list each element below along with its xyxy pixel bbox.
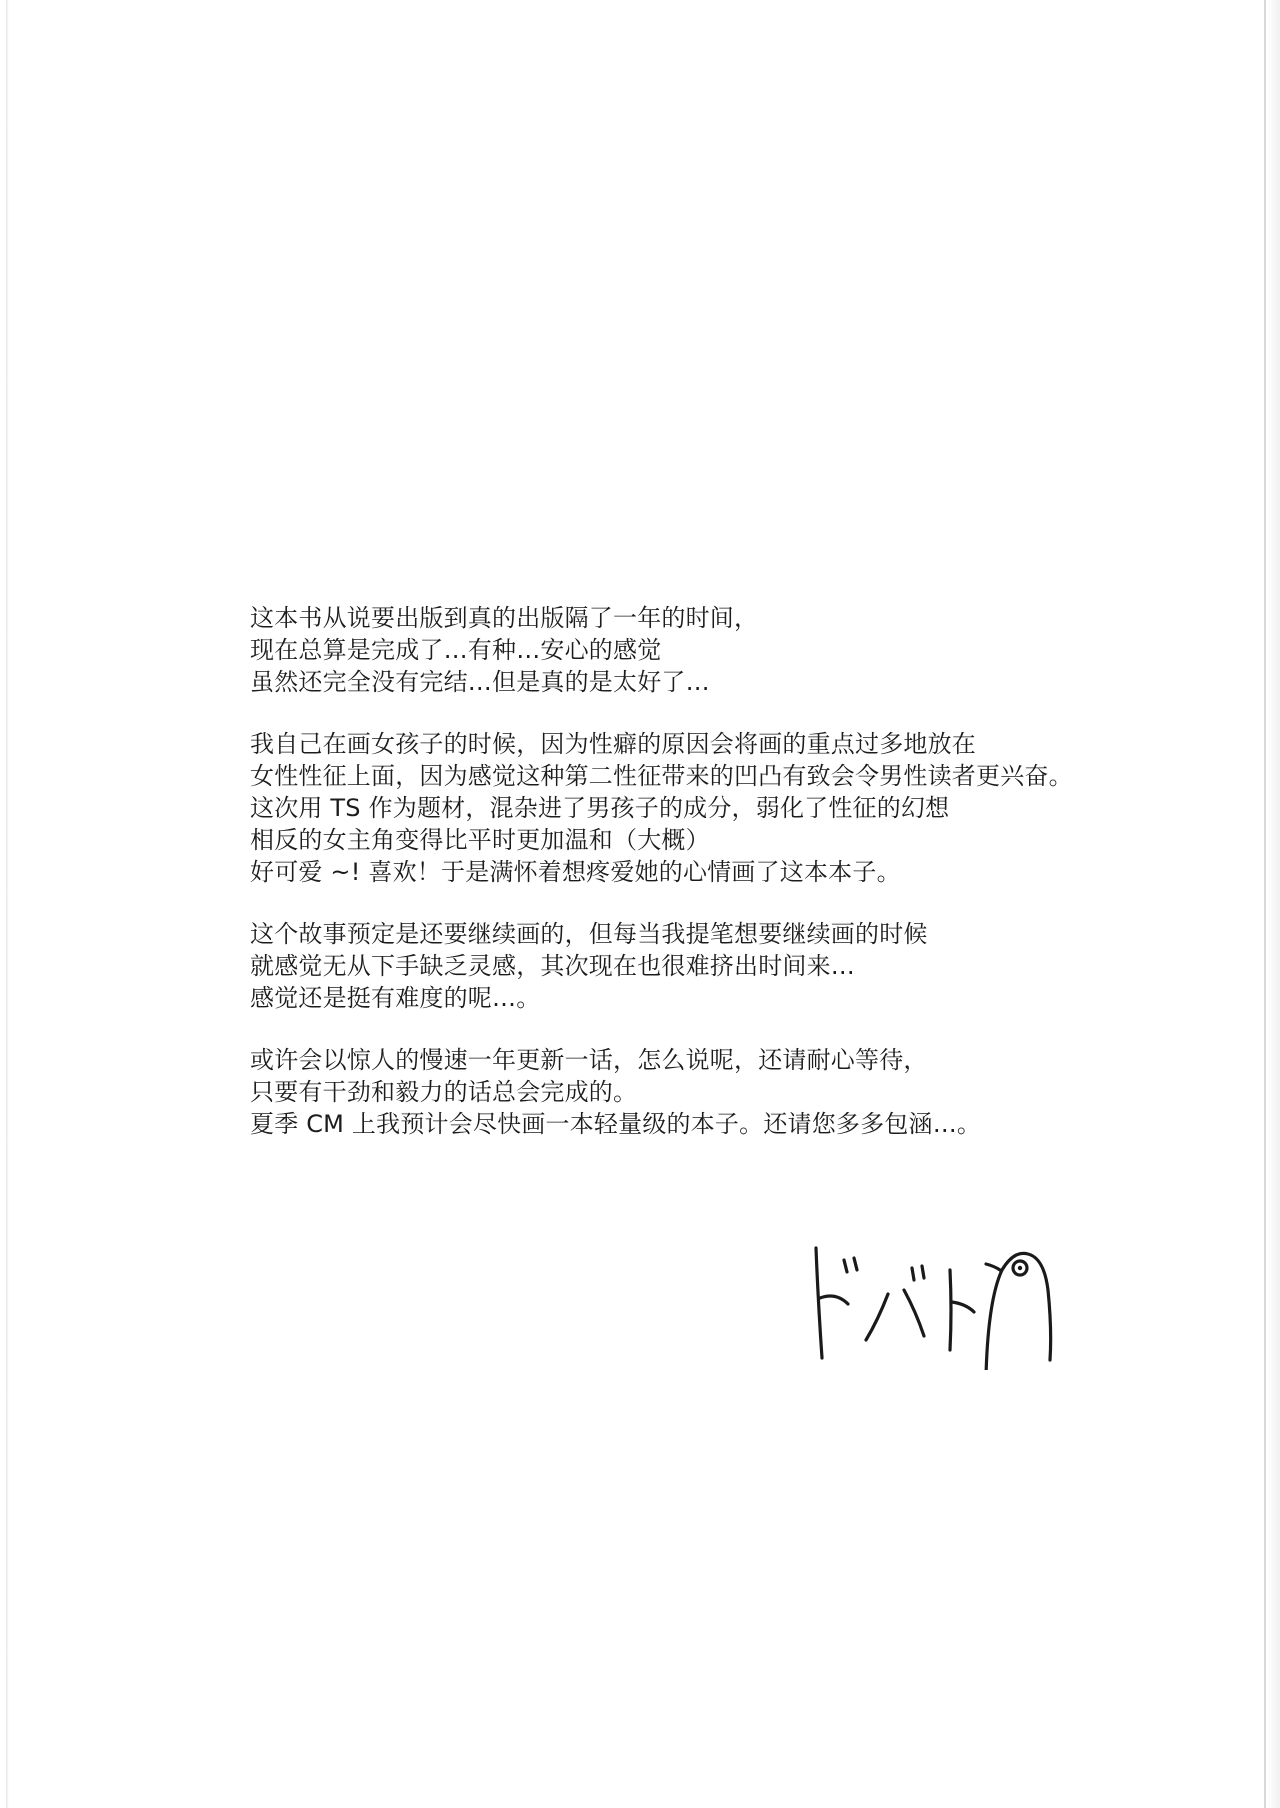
text-line: 这个故事预定是还要继续画的，但每当我提笔想要继续画的时候: [250, 920, 928, 948]
text-line: 只要有干劲和毅力的话总会完成的。: [250, 1078, 638, 1106]
paragraph-2: [250, 728, 1210, 888]
afterword-text: [250, 602, 1210, 1170]
pigeon-pupil: [1018, 1266, 1022, 1270]
signature-stroke: [820, 1296, 848, 1304]
text-line: 感觉还是挺有难度的呢…。: [250, 984, 541, 1012]
scan-edge-left: [6, 0, 9, 1808]
scan-edge-right-shadow: [1268, 0, 1280, 1808]
text-line: 就感觉无从下手缺乏灵感，其次现在也很难挤出时间来…: [250, 952, 855, 980]
text-line: 好可爱 ~! 喜欢！于是满怀着想疼爱她的心情画了这本本子。: [250, 858, 901, 886]
handwritten-signature: [800, 1240, 1080, 1370]
signature-stroke: [922, 1266, 924, 1278]
pigeon-beak: [986, 1264, 1000, 1270]
signature-stroke: [952, 1302, 974, 1312]
signature-stroke: [854, 1258, 857, 1270]
text-line: 或许会以惊人的慢速一年更新一话，怎么说呢，还请耐心等待，: [250, 1046, 928, 1074]
signature-stroke: [866, 1294, 888, 1340]
signature-stroke: [904, 1290, 924, 1336]
text-line: 虽然还完全没有完结…但是真的是太好了…: [250, 668, 710, 696]
pigeon-doodle-icon: [986, 1253, 1051, 1370]
signature-stroke: [844, 1260, 847, 1272]
paragraph-1: [250, 602, 1210, 698]
signature-drawing: [800, 1240, 1080, 1370]
text-line: 相反的女主角变得比平时更加温和（大概）: [250, 826, 710, 854]
paragraph-3: [250, 918, 1210, 1014]
text-line: 这次用 TS 作为题材，混杂进了男孩子的成分，弱化了性征的幻想: [250, 794, 950, 822]
signature-stroke: [816, 1248, 822, 1358]
signature-stroke: [950, 1270, 951, 1350]
text-line: 我自己在画女孩子的时候，因为性癖的原因会将画的重点过多地放在: [250, 730, 976, 758]
text-line: 夏季 CM 上我预计会尽快画一本轻量级的本子。还请您多多包涵…。: [250, 1110, 982, 1138]
signature-stroke: [912, 1268, 914, 1280]
scan-edge-right: [1264, 0, 1266, 1808]
paragraph-4: [250, 1044, 1210, 1140]
text-line: 这本书从说要出版到真的出版隔了一年的时间，: [250, 604, 759, 632]
text-line: 女性性征上面，因为感觉这种第二性征带来的凹凸有致会令男性读者更兴奋。: [250, 762, 1073, 790]
text-line: 现在总算是完成了…有种…安心的感觉: [250, 636, 662, 664]
